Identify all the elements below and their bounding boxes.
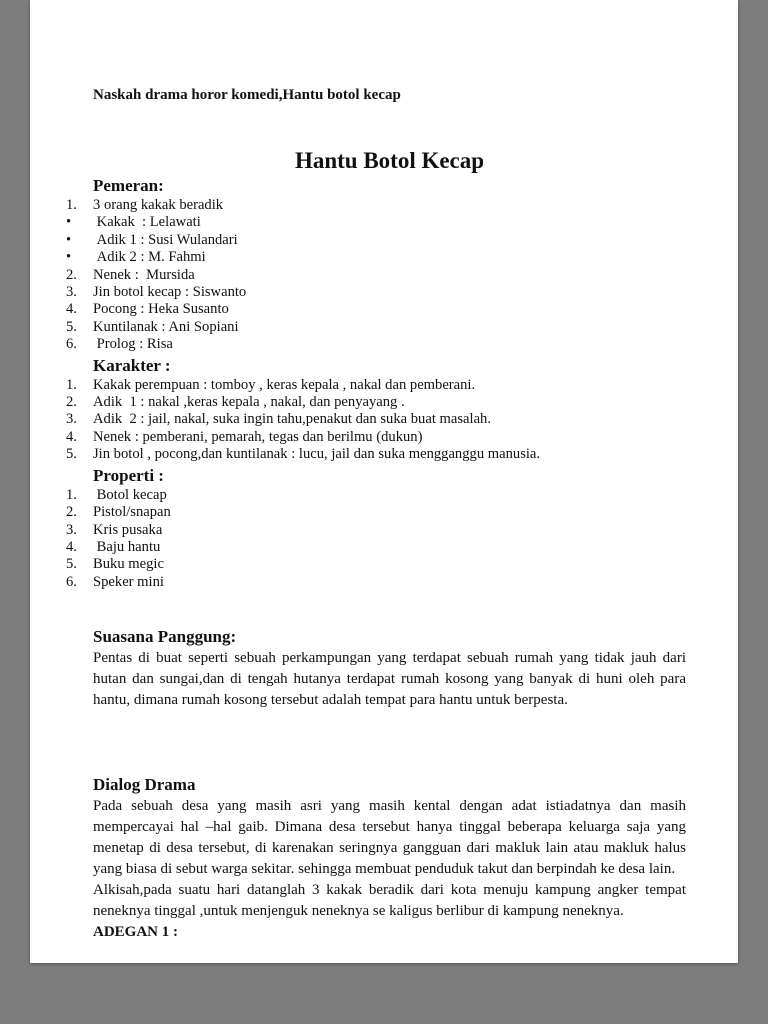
section-heading-properti: Properti : [93,465,164,485]
list-item [66,336,686,353]
list-marker: 5. [66,556,77,573]
list-text: Nenek : pemberani, pemarah, tegas dan berilmu (dukun) [93,428,423,445]
list-item [66,504,686,521]
page-content [30,0,738,943]
list-text: Adik 1 : nakal ,keras kepala , nakal, dan penyayang . [93,394,405,411]
list-item [66,486,686,504]
section-suasana [93,627,686,711]
list-item [66,556,686,573]
section-heading-pemeran: Pemeran: [93,176,164,195]
bullet-marker: • [66,214,72,231]
list-text: Adik 1 : Susi Wulandari [93,231,238,248]
list-text: Speker mini [93,573,164,590]
section-dialog [93,775,686,943]
list-text: Prolog : Risa [93,336,173,353]
list-text: Kakak : Lelawati [93,214,201,231]
list-text: Pistol/snapan [93,504,171,521]
list-marker: 1. [66,376,77,393]
page-title: Hantu Botol Kecap [294,148,485,173]
adegan-heading: ADEGAN 1 : [93,924,178,941]
list-text: Kris pusaka [93,521,163,538]
list-text: Adik 2 : jail, nakal, suka ingin tahu,penakut dan suka buat masalah. [93,411,491,428]
properti-list [66,486,686,591]
list-item [66,521,686,539]
list-item [66,428,686,446]
list-text: Jin botol , pocong,dan kuntilanak : lucu, jail dan suka mengganggu manusia. [93,446,541,463]
list-text: Adik 2 : M. Fahmi [93,249,206,266]
list-item [66,411,686,428]
list-marker: 2. [66,394,77,411]
list-item [66,446,686,463]
list-text: 3 orang kakak beradik [93,197,224,213]
list-item [66,318,686,336]
list-item [66,249,686,266]
list-text: Nenek : Mursida [93,266,195,283]
bullet-marker: • [66,249,72,266]
document-header: Naskah drama horor komedi,Hantu botol kecap [93,87,401,103]
list-marker: 1. [66,486,77,503]
list-item [66,538,686,556]
list-marker: 2. [66,266,77,283]
list-item [66,573,686,591]
list-text: Pocong : Heka Susanto [93,301,229,318]
list-item [66,376,686,394]
list-marker: 3. [66,411,77,428]
list-marker: 4. [66,538,77,555]
list-text: Kuntilanak : Ani Sopiani [93,318,239,335]
document-page [30,0,738,963]
list-marker: 4. [66,428,77,445]
section-heading-dialog: Dialog Drama [93,775,196,795]
karakter-list [66,376,686,464]
dialog-paragraph-2: Alkisah,pada suatu hari datanglah 3 kakak beradik dari kota menuju kampung angker tempat neneknya tinggal ,untuk menjenguk neneknya se kaligus berlibur di kampung neneknya. [93,882,686,920]
list-item [66,394,686,411]
list-text: Buku megic [93,556,164,573]
bullet-marker: • [66,231,72,248]
list-marker: 3. [66,284,77,301]
list-marker: 1. [66,197,77,213]
list-text: Botol kecap [93,486,167,503]
list-marker: 6. [66,336,77,353]
list-marker: 3. [66,521,77,538]
section-heading-suasana: Suasana Panggung: [93,627,237,647]
list-item [66,214,686,231]
list-item [66,231,686,249]
list-marker: 4. [66,301,77,318]
list-text: Baju hantu [93,538,161,555]
suasana-paragraph: Pentas di buat seperti sebuah perkampungan yang terdapat sebuah rumah yang tidak jauh dari hutan dan sungai,dan di tengah hutanya terdapat rumah kosong yang banyak di huni oleh para hantu, dimana rumah kosong tersebut adalah tempat para hantu untuk berpesta. [93,650,686,709]
list-item [66,197,686,214]
dialog-paragraph-1: Pada sebuah desa yang masih asri yang masih kental dengan adat istiadatnya dan masih mempercayai hal –hal gaib. Dimana desa tersebut hanya tinggal beberapa keluarga saja yang menetap di desa tersebut, di karenakan seringnya gangguan dari makluk lain atau makluk halus yang biasa di sebut warga sekitar. sehingga membuat penduduk takut dan berpindah ke desa lain. [93,798,686,878]
section-heading-karakter: Karakter : [93,355,171,375]
list-item [66,301,686,318]
list-marker: 5. [66,446,77,463]
list-marker: 5. [66,318,77,335]
list-item [66,284,686,301]
list-text: Kakak perempuan : tomboy , keras kepala , nakal dan pemberani. [93,376,476,393]
pemeran-list [66,197,686,354]
list-marker: 2. [66,504,77,521]
list-marker: 6. [66,573,77,590]
list-text: Jin botol kecap : Siswanto [93,284,247,301]
list-item [66,266,686,284]
